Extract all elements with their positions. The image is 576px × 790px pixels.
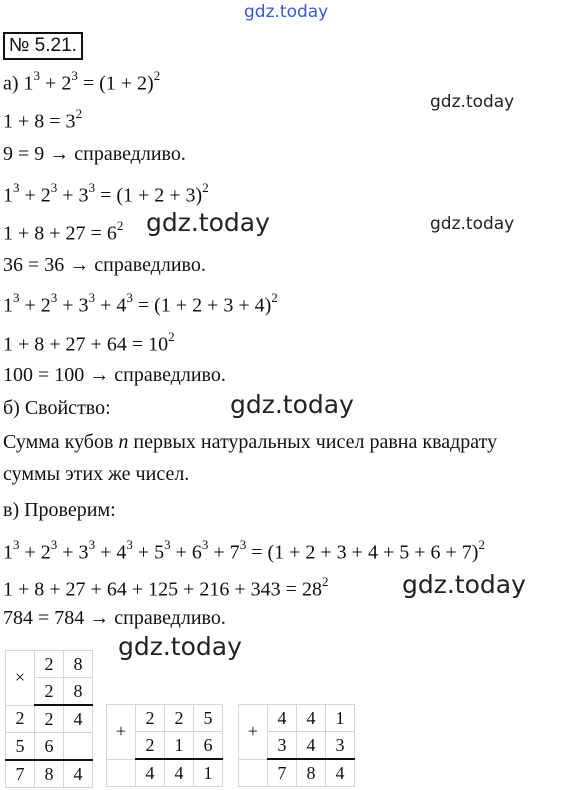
line-a9: 100 = 100 → справедливо.: [3, 364, 226, 386]
digit-cell: 6: [35, 733, 64, 761]
digit-cell: 4: [136, 759, 165, 787]
digit-cell: 2: [136, 732, 165, 760]
addition-table-1: [106, 704, 223, 787]
digit-cell: 3: [326, 732, 355, 760]
digit-cell: 8: [297, 759, 326, 787]
plus-sign: +: [239, 705, 268, 760]
digit-cell: 5: [6, 733, 35, 761]
digit-cell: 2: [165, 705, 194, 732]
digit-cell: 4: [165, 759, 194, 787]
digit-cell: 8: [64, 651, 93, 678]
line-v2: $1^3 + 2^3 + 3^3 + 4^3 + 5^3 + 6^3 + 7^3 = (1 + 2 + 3 + 4 + 5 + 6 + 7)^2$: [3, 537, 485, 564]
line-v3: $1 + 8 + 27 + 64 + 125 + 216 + 343 = 28^2$: [3, 574, 329, 601]
digit-cell: 4: [64, 760, 93, 788]
digit-cell: 6: [194, 732, 223, 760]
digit-cell: 4: [268, 705, 297, 732]
digit-cell: 4: [297, 705, 326, 732]
line-b3: суммы этих же чисел.: [3, 463, 190, 485]
line-a6: 36 = 36 → справедливо.: [3, 254, 206, 276]
line-a1: а) $1^3 + 2^3 = (1 + 2)^2$: [3, 68, 161, 95]
addition-table-2: [238, 704, 355, 787]
watermark: gdz.today: [430, 214, 515, 234]
watermark-top: gdz.today: [244, 2, 329, 22]
digit-cell: 2: [136, 705, 165, 732]
plus-sign: +: [107, 705, 136, 760]
problem-number: № 5.21.: [3, 32, 83, 60]
digit-cell: 4: [326, 759, 355, 787]
watermark: gdz.today: [230, 390, 354, 419]
digit-cell: 1: [194, 759, 223, 787]
digit-cell: 8: [35, 760, 64, 788]
line-a4: $1^3 + 2^3 + 3^3 = (1 + 2 + 3)^2$: [3, 180, 209, 207]
digit-cell: 3: [268, 732, 297, 760]
watermark: gdz.today: [430, 92, 515, 112]
digit-cell: 5: [194, 705, 223, 732]
digit-cell: 2: [35, 651, 64, 678]
line-a3: 9 = 9 → справедливо.: [3, 143, 186, 165]
digit-cell: 4: [297, 732, 326, 760]
digit-cell: 1: [326, 705, 355, 732]
multiply-sign: ×: [6, 651, 35, 706]
digit-cell: 7: [268, 759, 297, 787]
line-v4: 784 = 784 → справедливо.: [3, 607, 226, 629]
line-b1: б) Свойство:: [3, 397, 111, 419]
line-a2: $1 + 8 = 3^2$: [3, 106, 83, 133]
line-b2: Сумма кубов n первых натуральных чисел равна квадрату: [3, 431, 498, 453]
line-a7: $1^3 + 2^3 + 3^3 + 4^3 = (1 + 2 + 3 + 4)^2$: [3, 290, 278, 317]
digit-cell: 2: [6, 705, 35, 733]
watermark: gdz.today: [402, 570, 526, 599]
line-v1: в) Проверим:: [3, 499, 116, 521]
watermark: gdz.today: [146, 208, 270, 237]
watermark: gdz.today: [118, 632, 242, 661]
digit-cell: 8: [64, 678, 93, 706]
digit-cell: 1: [165, 732, 194, 760]
digit-cell: 4: [64, 705, 93, 733]
digit-cell: [64, 733, 93, 761]
multiplication-table: [5, 650, 93, 788]
line-a8: $1 + 8 + 27 + 64 = 10^2$: [3, 329, 175, 356]
digit-cell: 7: [6, 760, 35, 788]
line-a5: $1 + 8 + 27 = 6^2$: [3, 218, 124, 245]
digit-cell: 2: [35, 678, 64, 706]
digit-cell: 2: [35, 705, 64, 733]
